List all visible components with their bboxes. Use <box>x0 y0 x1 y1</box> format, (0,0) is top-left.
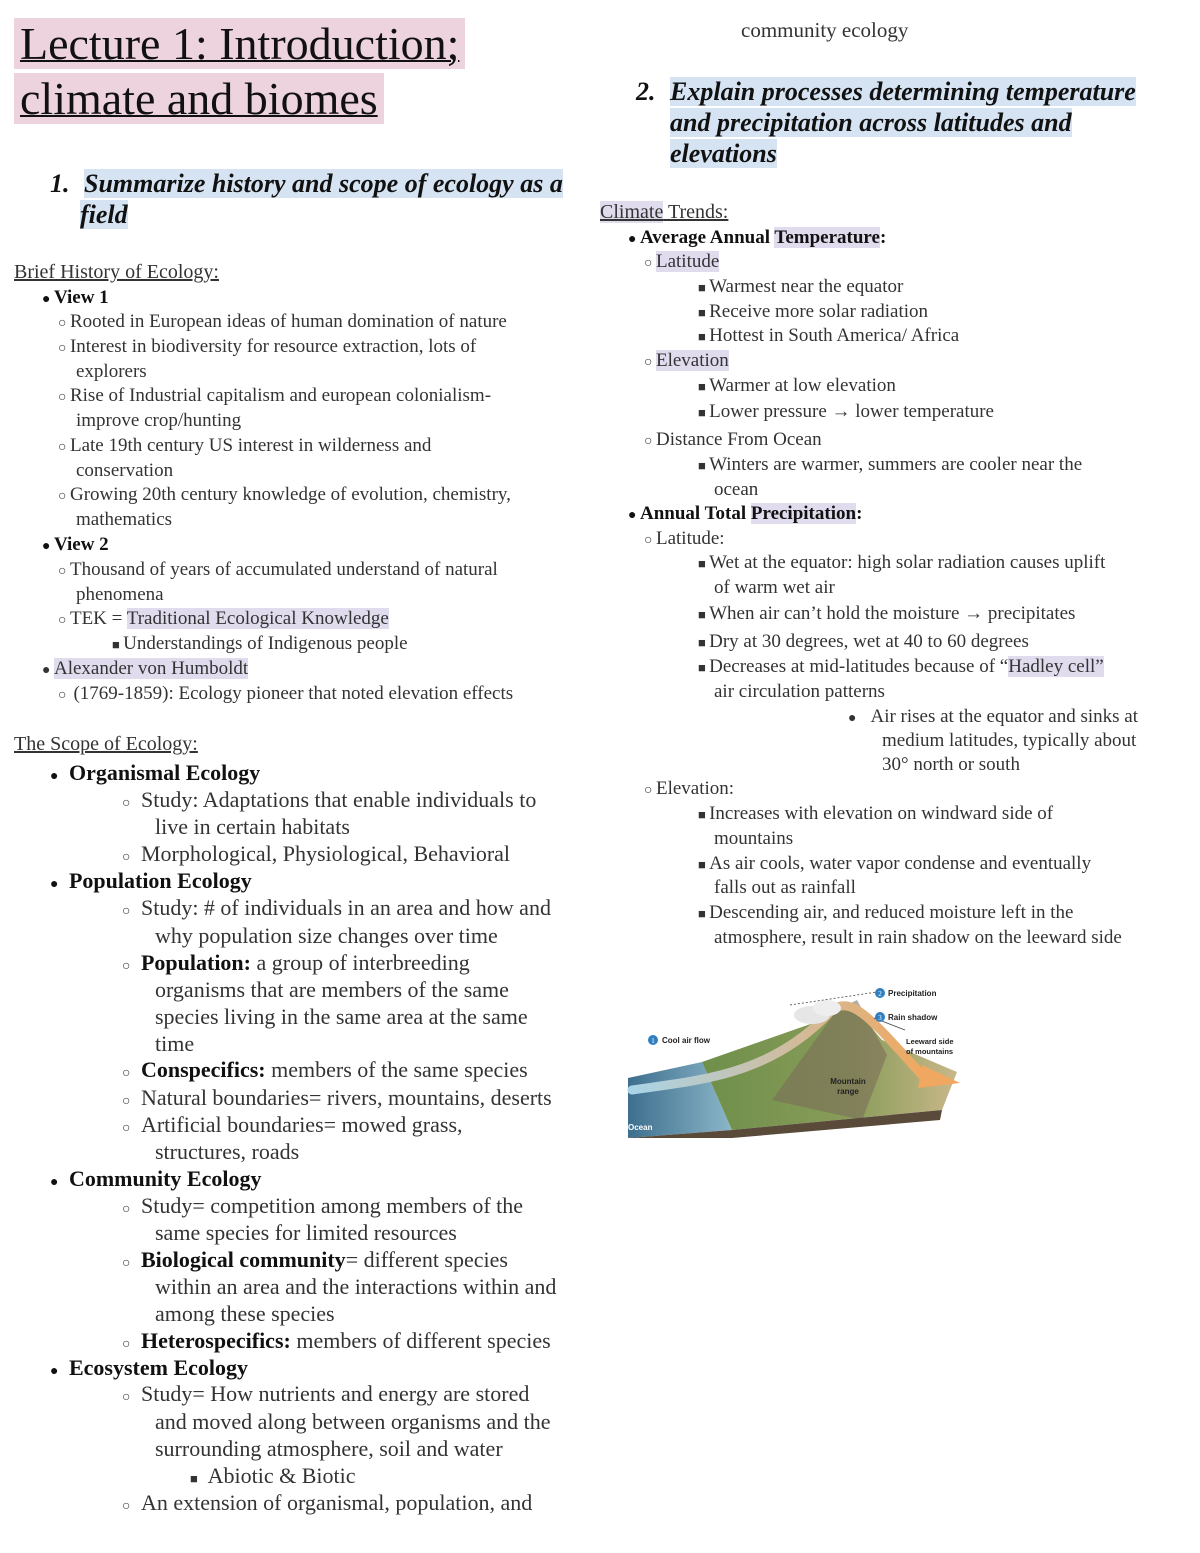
list-item: ○ Conspecifics: members of the same species <box>122 1057 528 1082</box>
list-item-cont: same species for limited resources <box>155 1220 457 1245</box>
list-item: ○ Late 19th century US interest in wilderness and <box>58 435 432 456</box>
bullet-disc-icon: ● <box>848 711 871 726</box>
bullet-circle-icon: ○ <box>122 904 141 919</box>
list-item: ○ (1769-1859): Ecology pioneer that noted elevation effects <box>58 683 514 704</box>
list-item-cont: organisms that are members of the same <box>155 977 509 1002</box>
bullet-circle-icon: ○ <box>58 341 70 356</box>
bullet-circle-icon: ○ <box>122 796 141 811</box>
list-item: ○ Morphological, Physiological, Behavioral <box>122 841 511 866</box>
list-item-cont: explorers <box>76 361 147 382</box>
list-item: ○ Biological community= different species <box>122 1247 508 1272</box>
marker-1-number: 1 <box>651 1037 655 1045</box>
list-item: ○ An extension of organismal, population, and <box>122 1490 533 1515</box>
list-item: ■ As air cools, water vapor condense and eventually <box>698 853 1092 874</box>
label-rain-shadow: Rain shadow <box>888 1013 938 1022</box>
list-item: ○ Elevation <box>644 350 729 371</box>
bullet-square-icon: ■ <box>698 329 710 344</box>
list-item-cont: structures, roads <box>155 1139 300 1164</box>
list-item: ■ Dry at 30 degrees, wet at 40 to 60 degrees <box>698 631 1029 652</box>
list-item: ○ Elevation: <box>644 778 735 799</box>
list-item: ○ Rise of Industrial capitalism and european colonialism- <box>58 385 492 406</box>
list-item-cont: 30° north or south <box>882 754 1020 775</box>
list-item-cont: surrounding atmosphere, soil and water <box>155 1436 503 1461</box>
view-2-label: ● View 2 <box>42 534 109 555</box>
bullet-square-icon: ■ <box>698 405 710 420</box>
list-item: ○ Latitude <box>644 251 720 272</box>
list-item: ■ Increases with elevation on windward side of <box>698 803 1054 824</box>
history-heading: Brief History of Ecology: <box>14 261 219 283</box>
community-ecology: ● Community Ecology <box>50 1166 262 1191</box>
list-item-cont: mathematics <box>76 509 173 530</box>
objective-1-line2: field <box>80 200 128 229</box>
list-item-cont: air circulation patterns <box>714 681 885 702</box>
ecosystem-ecology: ● Ecosystem Ecology <box>50 1355 248 1380</box>
marker-2-number: 2 <box>878 990 882 998</box>
label-mountain-1: Mountain <box>830 1077 866 1086</box>
bullet-disc-icon: ● <box>628 508 640 523</box>
bullet-square-icon: ■ <box>698 458 710 473</box>
list-item: ■ Warmest near the equator <box>698 276 904 297</box>
climate-heading: Climate Trends: <box>600 201 729 223</box>
organismal-ecology: ● Organismal Ecology <box>50 760 261 785</box>
bullet-circle-icon: ○ <box>122 850 141 865</box>
list-item-cont: improve crop/hunting <box>76 410 242 431</box>
list-item: ○ Latitude: <box>644 528 725 549</box>
bullet-square-icon: ■ <box>698 379 710 394</box>
view-1-label: ● View 1 <box>42 287 109 308</box>
list-item: ○ Interest in biodiversity for resource extraction, lots of <box>58 336 477 357</box>
list-item-cont: community ecology <box>741 18 909 42</box>
label-leeward-2: of mountains <box>906 1047 954 1056</box>
rain-shadow-diagram <box>622 980 962 1138</box>
list-item: ○ Distance From Ocean <box>644 429 822 450</box>
list-item-cont: and moved along between organisms and the <box>155 1409 551 1434</box>
objective-2-line2: and precipitation across latitudes and <box>670 108 1072 137</box>
label-cool-air-flow: Cool air flow <box>662 1036 710 1045</box>
humboldt-item: ● Alexander von Humboldt <box>42 658 249 679</box>
label-ocean: Ocean <box>628 1123 653 1132</box>
bullet-circle-icon: ○ <box>644 355 656 370</box>
list-item-cont: atmosphere, result in rain shadow on the leeward side <box>714 927 1122 948</box>
bullet-circle-icon: ○ <box>122 1256 141 1271</box>
list-item: ○ Natural boundaries= rivers, mountains, deserts <box>122 1085 552 1110</box>
list-item-cont: ocean <box>714 479 759 500</box>
list-item-cont: species living in the same area at the same <box>155 1004 528 1029</box>
list-item: ○ Artificial boundaries= mowed grass, <box>122 1112 463 1137</box>
bullet-square-icon: ■ <box>698 660 710 675</box>
objective-1-line1: Summarize history and scope of ecology as a <box>84 169 563 198</box>
list-item: ■ Decreases at mid-latitudes because of “Hadley cell” <box>698 656 1104 677</box>
bullet-circle-icon: ○ <box>122 1066 141 1081</box>
bullet-square-icon: ■ <box>698 280 710 295</box>
list-item-cont: mountains <box>714 828 794 849</box>
bullet-disc-icon: ● <box>50 1175 69 1190</box>
bullet-square-icon: ■ <box>698 857 710 872</box>
bullet-square-icon: ■ <box>698 807 710 822</box>
list-item-cont: within an area and the interactions within and <box>155 1274 557 1299</box>
objective-1-number: 1. <box>50 169 70 198</box>
bullet-circle-icon: ○ <box>58 390 70 405</box>
bullet-circle-icon: ○ <box>644 783 656 798</box>
list-item: ○ Study: Adaptations that enable individuals to <box>122 787 537 812</box>
scope-heading: The Scope of Ecology: <box>14 733 198 755</box>
bullet-disc-icon: ● <box>42 292 54 307</box>
bullet-square-icon: ■ <box>698 635 710 650</box>
bullet-square-icon: ■ <box>698 305 710 320</box>
marker-3-number: 3 <box>878 1014 882 1022</box>
bullet-circle-icon: ○ <box>122 959 141 974</box>
list-item-cont: among these species <box>155 1301 335 1326</box>
bullet-circle-icon: ○ <box>122 1499 141 1514</box>
list-item-cont: of warm wet air <box>714 577 835 598</box>
bullet-square-icon: ■ <box>698 607 710 622</box>
list-item: ○ Growing 20th century knowledge of evolution, chemistry, <box>58 484 511 505</box>
bullet-disc-icon: ● <box>42 539 54 554</box>
bullet-circle-icon: ○ <box>58 489 70 504</box>
bullet-circle-icon: ○ <box>644 256 656 271</box>
population-ecology: ● Population Ecology <box>50 868 252 893</box>
bullet-square-icon: ■ <box>190 1471 208 1486</box>
page-title-line1: Lecture 1: Introduction; <box>14 16 465 71</box>
bullet-circle-icon: ○ <box>644 533 656 548</box>
precipitation-heading: ● Annual Total Precipitation: <box>628 503 863 524</box>
bullet-circle-icon: ○ <box>58 564 70 579</box>
bullet-circle-icon: ○ <box>58 688 74 703</box>
list-item-cont: falls out as rainfall <box>714 877 856 898</box>
list-item-tek: ○ TEK = Traditional Ecological Knowledge <box>58 608 389 629</box>
list-item: ○ Study= How nutrients and energy are stored <box>122 1381 530 1406</box>
bullet-circle-icon: ○ <box>58 613 70 628</box>
page-title-line2: climate and biomes <box>14 71 384 126</box>
bullet-circle-icon: ○ <box>58 316 70 331</box>
list-item-cont: phenomena <box>76 584 164 605</box>
label-precipitation: Precipitation <box>888 989 937 998</box>
list-item: ■ Hottest in South America/ Africa <box>698 325 960 346</box>
label-leeward-1: Leeward side <box>906 1037 954 1046</box>
list-item: ■ Receive more solar radiation <box>698 301 929 322</box>
bullet-square-icon: ■ <box>112 637 124 652</box>
list-item-cont: medium latitudes, typically about <box>882 730 1137 751</box>
list-item: ■ Warmer at low elevation <box>698 375 896 396</box>
list-item: ○ Heterospecifics: members of different species <box>122 1328 551 1353</box>
bullet-disc-icon: ● <box>42 663 54 678</box>
list-item: ○ Study: # of individuals in an area and how and <box>122 895 551 920</box>
list-item: ■ Abiotic & Biotic <box>190 1463 356 1488</box>
bullet-disc-icon: ● <box>50 769 69 784</box>
bullet-circle-icon: ○ <box>122 1390 141 1405</box>
list-item: ■ Understandings of Indigenous people <box>112 633 408 654</box>
list-item: ■ Wet at the equator: high solar radiation causes uplift <box>698 552 1106 573</box>
list-item: ■ When air can’t hold the moisture → precipitates <box>698 603 1076 624</box>
bullet-disc-icon: ● <box>50 1364 69 1379</box>
list-item: ■ Winters are warmer, summers are cooler near the <box>698 454 1083 475</box>
list-item: ● Air rises at the equator and sinks at <box>848 706 1138 727</box>
list-item-cont: why population size changes over time <box>155 923 498 948</box>
list-item: ■ Lower pressure → lower temperature <box>698 401 994 422</box>
list-item-cont: time <box>155 1031 195 1056</box>
list-item-cont: live in certain habitats <box>155 814 350 839</box>
list-item-cont: conservation <box>76 460 174 481</box>
objective-2-number: 2. <box>636 77 656 106</box>
label-mountain-2: range <box>837 1087 859 1096</box>
bullet-disc-icon: ● <box>628 232 640 247</box>
temperature-heading: ● Average Annual Temperature: <box>628 227 887 248</box>
bullet-square-icon: ■ <box>698 906 710 921</box>
bullet-circle-icon: ○ <box>644 434 656 449</box>
list-item: ○ Thousand of years of accumulated understand of natural <box>58 559 498 580</box>
bullet-circle-icon: ○ <box>122 1094 141 1109</box>
list-item: ○ Rooted in European ideas of human domination of nature <box>58 311 507 332</box>
bullet-circle-icon: ○ <box>58 440 70 455</box>
bullet-disc-icon: ● <box>50 877 69 892</box>
list-item: ■ Descending air, and reduced moisture left in the <box>698 902 1074 923</box>
objective-2-line3: elevations <box>670 139 777 168</box>
list-item: ○ Study= competition among members of the <box>122 1193 524 1218</box>
bullet-square-icon: ■ <box>698 556 710 571</box>
bullet-circle-icon: ○ <box>122 1121 141 1136</box>
bullet-circle-icon: ○ <box>122 1337 141 1352</box>
objective-2-line1: Explain processes determining temperature <box>670 77 1136 106</box>
list-item: ○ Population: a group of interbreeding <box>122 950 470 975</box>
bullet-circle-icon: ○ <box>122 1202 141 1217</box>
